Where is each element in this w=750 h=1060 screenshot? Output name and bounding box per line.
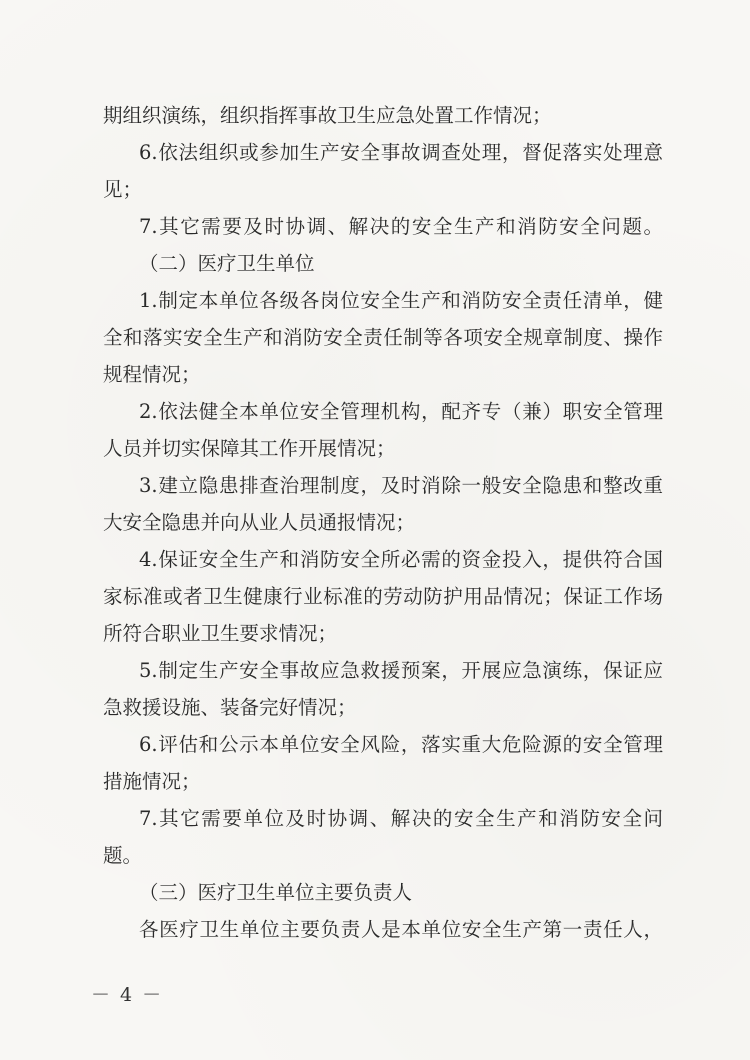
page-number: － 4 － xyxy=(91,984,164,1006)
text-line: 人员并切实保障其工作开展情况； xyxy=(103,437,396,460)
text-line: 期组织演练，组织指挥事故卫生应急处置工作情况； xyxy=(103,104,552,127)
text-line: 所符合职业卫生要求情况； xyxy=(103,622,338,645)
text-line: （三）医疗卫生单位主要负责人 xyxy=(139,881,413,904)
text-line: 全和落实安全生产和消防安全责任制等各项安全规章制度、操作 xyxy=(103,326,663,349)
text-line: 各医疗卫生单位主要负责人是本单位安全生产第一责任人， xyxy=(139,918,663,941)
text-line: 6.依法组织或参加生产安全事故调查处理，督促落实处理意 xyxy=(139,141,663,164)
text-line: 大安全隐患并向从业人员通报情况； xyxy=(103,511,416,534)
text-line: 4.保证安全生产和消防安全所必需的资金投入，提供符合国 xyxy=(139,548,663,571)
text-line: 规程情况； xyxy=(103,363,201,386)
document-body xyxy=(103,97,663,948)
text-line: 见； xyxy=(103,178,143,201)
text-line: 家标准或者卫生健康行业标准的劳动防护用品情况；保证工作场 xyxy=(103,585,663,608)
text-line: 急救援设施、装备完好情况； xyxy=(103,696,357,719)
text-line: 7.其它需要单位及时协调、解决的安全生产和消防安全问 xyxy=(139,807,663,830)
text-line: 2.依法健全本单位安全管理机构，配齐专（兼）职安全管理 xyxy=(139,400,663,423)
text-line: 题。 xyxy=(103,844,143,867)
text-line: 7.其它需要及时协调、解决的安全生产和消防安全问题。 xyxy=(139,215,663,238)
text-line: 3.建立隐患排查治理制度，及时消除一般安全隐患和整改重 xyxy=(139,474,663,497)
text-line: 措施情况； xyxy=(103,770,201,793)
text-line: （二）医疗卫生单位 xyxy=(139,252,315,275)
text-line: 5.制定生产安全事故应急救援预案，开展应急演练，保证应 xyxy=(139,659,663,682)
text-line: 6.评估和公示本单位安全风险，落实重大危险源的安全管理 xyxy=(139,733,663,756)
text-line: 1.制定本单位各级各岗位安全生产和消防安全责任清单，健 xyxy=(139,289,663,312)
